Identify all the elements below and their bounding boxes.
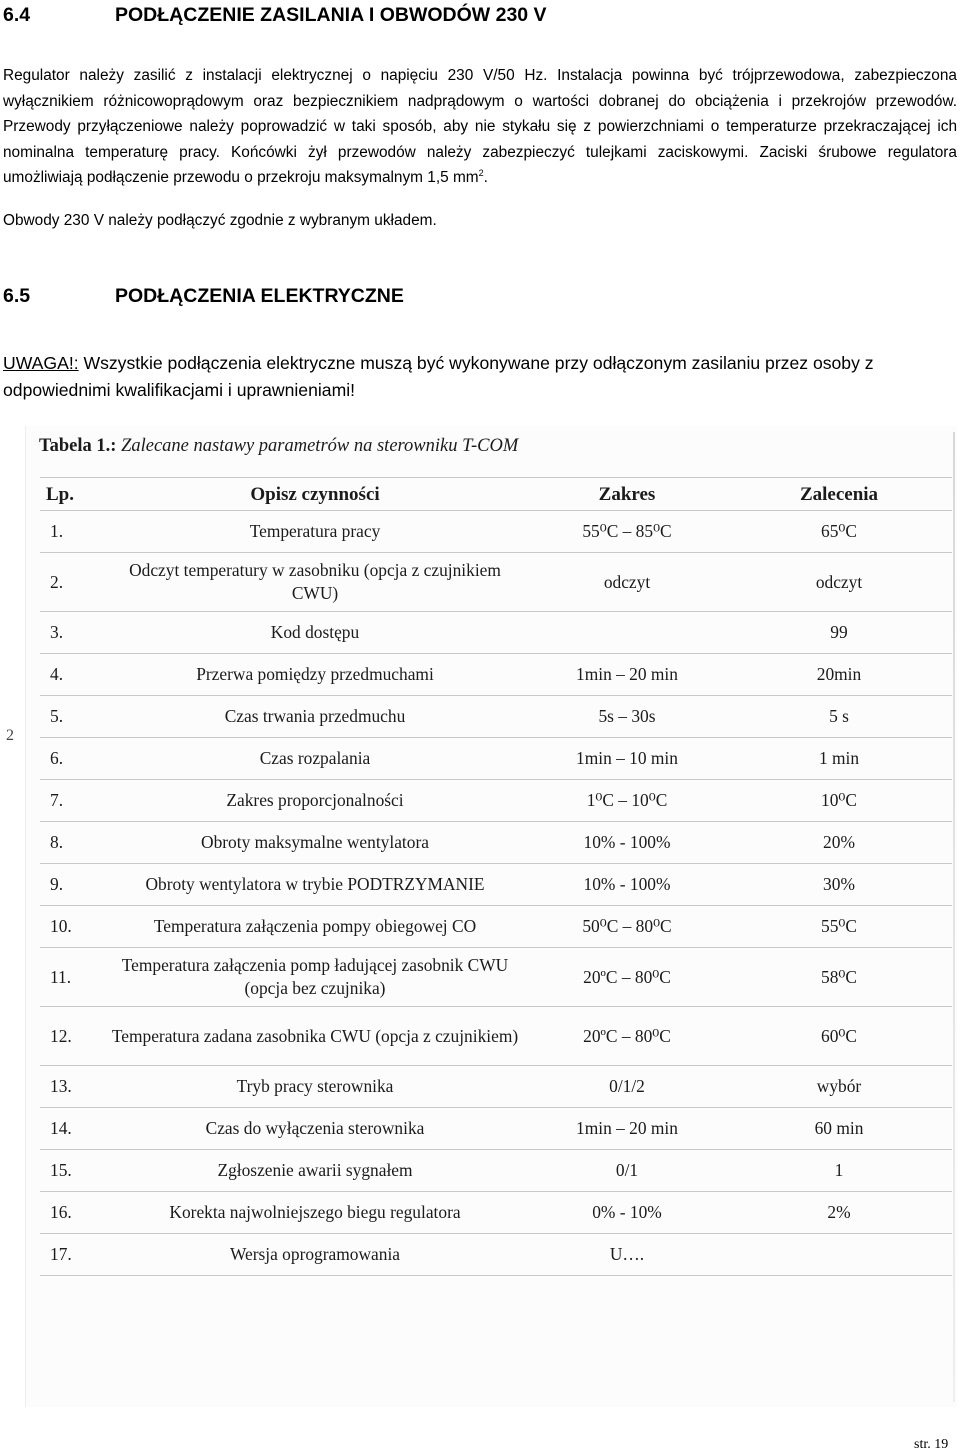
row-description: Korekta najwolniejszego biegu regulatora (102, 1192, 528, 1234)
row-recommendation: wybór (726, 1066, 952, 1108)
row-description: Tryb pracy sterownika (102, 1066, 528, 1108)
row-range: 20ºC – 80⁰C (528, 948, 726, 1007)
row-recommendation: 30% (726, 864, 952, 906)
table-caption-label: Tabela 1.: (39, 436, 117, 456)
row-recommendation: 58⁰C (726, 948, 952, 1007)
row-number: 10. (40, 906, 102, 948)
row-description: Temperatura zadana zasobnika CWU (opcja z czujnikiem) (102, 1007, 528, 1066)
row-description: Temperatura załączenia pompy obiegowej CO (102, 906, 528, 948)
warning-label: UWAGA!: (3, 353, 79, 373)
table-row (40, 780, 952, 822)
row-range (528, 612, 726, 654)
table-body (40, 511, 952, 1276)
power-supply-paragraph (3, 63, 957, 191)
row-number: 9. (40, 864, 102, 906)
table-row (40, 738, 952, 780)
row-number: 3. (40, 612, 102, 654)
row-recommendation (726, 1234, 952, 1276)
row-number: 12. (40, 1007, 102, 1066)
row-range: 1⁰C – 10⁰C (528, 780, 726, 822)
side-margin-mark: 2 (6, 727, 14, 744)
row-recommendation: odczyt (726, 553, 952, 612)
row-number: 1. (40, 511, 102, 553)
circuits-paragraph: Obwody 230 V należy podłączyć zgodnie z wybranym układem. (3, 212, 437, 229)
table-row (40, 864, 952, 906)
row-range: 20ºC – 80⁰C (528, 1007, 726, 1066)
row-description: Zakres proporcjonalności (102, 780, 528, 822)
row-range: 1min – 20 min (528, 1108, 726, 1150)
row-recommendation: 1 (726, 1150, 952, 1192)
row-number: 2. (40, 553, 102, 612)
table-row (40, 511, 952, 553)
row-recommendation: 10⁰C (726, 780, 952, 822)
row-range: 5s – 30s (528, 696, 726, 738)
row-range: 10% - 100% (528, 822, 726, 864)
table-row (40, 696, 952, 738)
row-recommendation: 20% (726, 822, 952, 864)
table-row (40, 1007, 952, 1066)
table-header-row (40, 478, 952, 511)
section-number: 6.4 (3, 4, 31, 26)
row-recommendation: 20min (726, 654, 952, 696)
row-recommendation: 5 s (726, 696, 952, 738)
table-row (40, 822, 952, 864)
row-range: 55⁰C – 85⁰C (528, 511, 726, 553)
row-range: U…. (528, 1234, 726, 1276)
warning-paragraph (3, 350, 957, 403)
row-number: 7. (40, 780, 102, 822)
table-row (40, 654, 952, 696)
header-lp: Lp. (40, 478, 102, 511)
row-range: 50⁰C – 80⁰C (528, 906, 726, 948)
row-range: odczyt (528, 553, 726, 612)
table-row (40, 553, 952, 612)
row-description: Temperatura załączenia pomp ładującej zasobnik CWU (opcja bez czujnika) (102, 948, 528, 1007)
row-range: 1min – 20 min (528, 654, 726, 696)
section-number: 6.5 (3, 285, 31, 307)
row-number: 16. (40, 1192, 102, 1234)
row-recommendation: 2% (726, 1192, 952, 1234)
row-range: 0% - 10% (528, 1192, 726, 1234)
paragraph-text: Regulator należy zasilić z instalacji elektrycznej o napięciu 230 V/50 Hz. Instalacja powinna być trójprzewodowa, zabezpieczona wyłącznikiem różnicowoprądowym oraz bezpiecznikiem nadprądowym o wartości dobranej do obciążenia i przekrojów przewodów. Przewody przyłączeniowe należy poprowadzić w taki sposób, aby nie stykału się z powierzchniami o temperaturze przekraczającej ich nominalna temperaturę pracy. Końcówki żył przewodów należy zabezpieczyć tulejkami zaciskowymi. Zaciski śrubowe regulatora umożliwiają podłączenie przewodu o przekroju maksymalnym 1,5 mm (3, 67, 957, 187)
row-number: 15. (40, 1150, 102, 1192)
row-number: 5. (40, 696, 102, 738)
header-range: Zakres (528, 478, 726, 511)
row-range: 1min – 10 min (528, 738, 726, 780)
row-number: 14. (40, 1108, 102, 1150)
scanned-table-image (25, 426, 957, 1407)
row-recommendation: 55⁰C (726, 906, 952, 948)
table-row (40, 1150, 952, 1192)
row-recommendation: 65⁰C (726, 511, 952, 553)
row-description: Czas trwania przedmuchu (102, 696, 528, 738)
header-recommendation: Zalecenia (726, 478, 952, 511)
row-description: Przerwa pomiędzy przedmuchami (102, 654, 528, 696)
table-row (40, 906, 952, 948)
section-title: PODŁĄCZENIE ZASILANIA I OBWODÓW 230 V (115, 4, 547, 26)
row-description: Zgłoszenie awarii sygnałem (102, 1150, 528, 1192)
scan-edge-shadow (953, 432, 955, 1402)
row-number: 13. (40, 1066, 102, 1108)
row-range: 10% - 100% (528, 864, 726, 906)
section-heading-6-4 (3, 4, 547, 27)
table-row (40, 1108, 952, 1150)
row-description: Temperatura pracy (102, 511, 528, 553)
row-description: Kod dostępu (102, 612, 528, 654)
row-description: Odczyt temperatury w zasobniku (opcja z czujnikiem CWU) (102, 553, 528, 612)
section-heading-6-5 (3, 285, 404, 308)
table-caption (39, 436, 518, 457)
row-number: 8. (40, 822, 102, 864)
row-description: Wersja oprogramowania (102, 1234, 528, 1276)
row-recommendation: 1 min (726, 738, 952, 780)
row-range: 0/1 (528, 1150, 726, 1192)
row-description: Obroty maksymalne wentylatora (102, 822, 528, 864)
row-recommendation: 60⁰C (726, 1007, 952, 1066)
parameters-table (40, 477, 952, 1276)
row-number: 11. (40, 948, 102, 1007)
superscript: 2 (478, 168, 484, 179)
row-description: Czas rozpalania (102, 738, 528, 780)
table-row (40, 948, 952, 1007)
row-recommendation: 60 min (726, 1108, 952, 1150)
row-number: 6. (40, 738, 102, 780)
table-row (40, 1192, 952, 1234)
paragraph-end: . (483, 169, 488, 187)
warning-text: Wszystkie podłączenia elektryczne muszą być wykonywane przy odłączonym zasilaniu przez osoby z odpowiednimi kwalifikacjami i uprawnieniami! (3, 353, 874, 400)
row-description: Obroty wentylatora w trybie PODTRZYMANIE (102, 864, 528, 906)
table-row (40, 1066, 952, 1108)
header-description: Opisz czynności (102, 478, 528, 511)
row-recommendation: 99 (726, 612, 952, 654)
row-description: Czas do wyłączenia sterownika (102, 1108, 528, 1150)
section-title: PODŁĄCZENIA ELEKTRYCZNE (115, 285, 404, 307)
page-number: str. 19 (914, 1437, 949, 1452)
row-range: 0/1/2 (528, 1066, 726, 1108)
table-row (40, 1234, 952, 1276)
table-caption-text: Zalecane nastawy parametrów na sterowniku T-COM (116, 436, 519, 456)
table-row (40, 612, 952, 654)
row-number: 4. (40, 654, 102, 696)
row-number: 17. (40, 1234, 102, 1276)
